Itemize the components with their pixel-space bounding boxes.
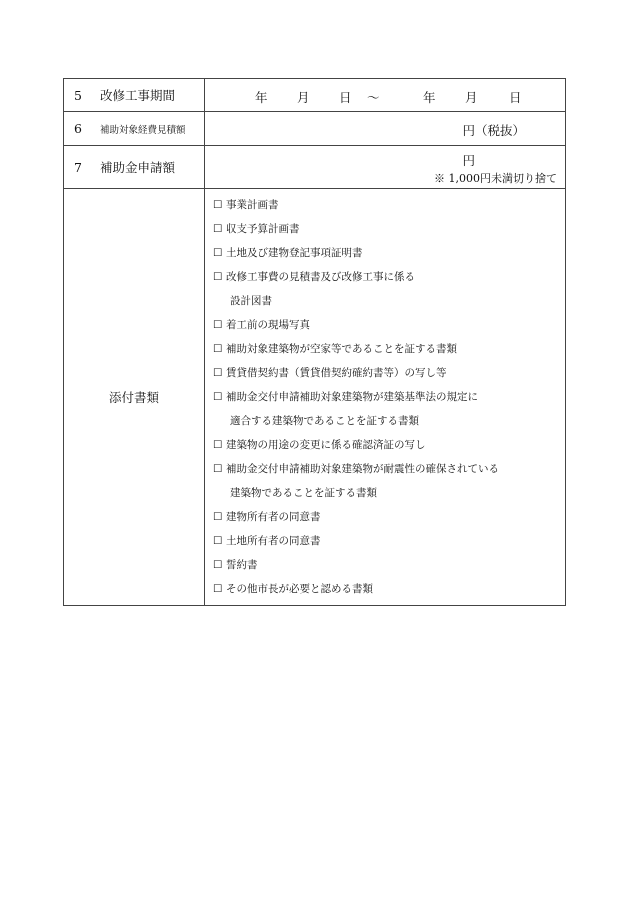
attachment-item[interactable]	[213, 553, 565, 577]
attachment-item-label: 適合する建築物であることを証する書類	[230, 415, 419, 427]
attachment-item[interactable]	[213, 457, 565, 481]
rounding-note: ※ 1,000円未満切り捨て	[434, 172, 557, 185]
subsidy-request-label	[64, 146, 205, 189]
attachment-item	[213, 289, 565, 313]
attachment-item-label: 補助金交付申請補助対象建築物が耐震性の確保されている	[226, 463, 499, 475]
checkbox-icon[interactable]: ☐	[213, 583, 223, 595]
attachment-item-label: 誓約書	[226, 559, 258, 571]
checkbox-icon[interactable]: ☐	[213, 439, 223, 451]
yen-tax-excluded-unit: 円（税抜）	[462, 123, 525, 138]
checkbox-icon[interactable]: ☐	[213, 559, 223, 571]
period-separator: ～	[367, 90, 380, 105]
row-label: 補助金申請額	[100, 160, 176, 175]
checkbox-icon[interactable]: ☐	[213, 319, 223, 331]
row-number: 6	[74, 121, 82, 136]
construction-period-field[interactable]	[205, 79, 566, 112]
attachment-item[interactable]	[213, 433, 565, 457]
attachment-item-label: 建築物であることを証する書類	[230, 487, 377, 499]
attachment-item-label: 賃貸借契約書（賃貸借契約確約書等）の写し等	[226, 367, 447, 379]
attachment-item[interactable]	[213, 193, 565, 217]
attachment-item-label: 建築物の用途の変更に係る確認済証の写し	[226, 439, 426, 451]
attachment-item[interactable]	[213, 505, 565, 529]
application-form-table	[63, 78, 566, 606]
attachment-item-label: その他市長が必要と認める書類	[226, 583, 373, 595]
checkbox-icon[interactable]: ☐	[213, 343, 223, 355]
row-subsidy-request	[64, 146, 566, 189]
attachment-item-label: 事業計画書	[226, 199, 279, 211]
checkbox-icon[interactable]: ☐	[213, 199, 223, 211]
checkbox-icon[interactable]: ☐	[213, 271, 223, 283]
attachment-item-label: 着工前の現場写真	[226, 319, 310, 331]
estimate-label	[64, 112, 205, 146]
estimate-amount-field[interactable]	[205, 112, 566, 146]
attachment-item[interactable]	[213, 385, 565, 409]
yen-unit: 円	[462, 153, 475, 168]
attachment-item	[213, 481, 565, 505]
start-year-unit: 年	[255, 90, 268, 105]
attachment-item-label: 設計図書	[230, 295, 272, 307]
attachments-list-cell	[205, 189, 566, 606]
checkbox-icon[interactable]: ☐	[213, 463, 223, 475]
checkbox-icon[interactable]: ☐	[213, 391, 223, 403]
attachment-item-label: 土地及び建物登記事項証明書	[226, 247, 363, 259]
end-day-unit: 日	[509, 90, 522, 105]
start-day-unit: 日	[339, 90, 352, 105]
row-label: 補助対象経費見積額	[100, 125, 186, 136]
attachments-checklist	[205, 189, 565, 605]
row-label: 改修工事期間	[100, 88, 176, 103]
row-construction-period	[64, 79, 566, 112]
subsidy-request-amount-field[interactable]	[205, 146, 566, 189]
attachment-item[interactable]	[213, 241, 565, 265]
checkbox-icon[interactable]: ☐	[213, 247, 223, 259]
attachment-item-label: 建物所有者の同意書	[226, 511, 321, 523]
attachment-item[interactable]	[213, 265, 565, 289]
row-attachments	[64, 189, 566, 606]
checkbox-icon[interactable]: ☐	[213, 367, 223, 379]
attachment-item	[213, 409, 565, 433]
end-year-unit: 年	[423, 90, 436, 105]
attachment-item[interactable]	[213, 577, 565, 601]
row-number: 7	[74, 160, 82, 175]
attachment-item-label: 改修工事費の見積書及び改修工事に係る	[226, 271, 415, 283]
row-number: 5	[74, 88, 82, 103]
attachment-item[interactable]	[213, 529, 565, 553]
checkbox-icon[interactable]: ☐	[213, 511, 223, 523]
row-estimate	[64, 112, 566, 146]
attachment-item-label: 補助金交付申請補助対象建築物が建築基準法の規定に	[226, 391, 478, 403]
attachments-label: 添付書類	[64, 189, 205, 606]
checkbox-icon[interactable]: ☐	[213, 223, 223, 235]
attachment-item-label: 土地所有者の同意書	[226, 535, 321, 547]
attachment-item[interactable]	[213, 217, 565, 241]
checkbox-icon[interactable]: ☐	[213, 535, 223, 547]
attachment-item-label: 収支予算計画書	[226, 223, 300, 235]
attachment-item[interactable]	[213, 361, 565, 385]
construction-period-label	[64, 79, 205, 112]
attachment-item-label: 補助対象建築物が空家等であることを証する書類	[226, 343, 457, 355]
end-month-unit: 月	[465, 90, 478, 105]
start-month-unit: 月	[297, 90, 310, 105]
attachment-item[interactable]	[213, 337, 565, 361]
attachment-item[interactable]	[213, 313, 565, 337]
